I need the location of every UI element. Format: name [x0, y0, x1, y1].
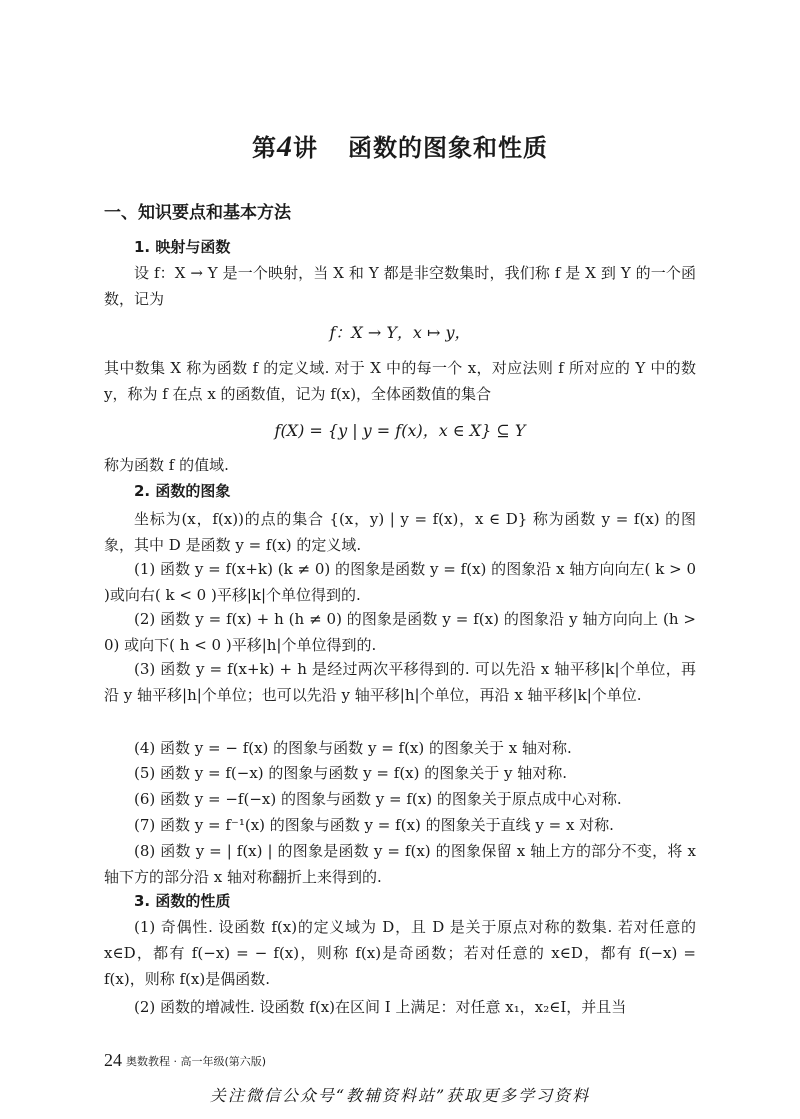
list-item: (6) 函数 y = −f(−x) 的图象与函数 y = f(x) 的图象关于原点成中心对称.: [134, 790, 622, 808]
chapter-prefix: 第: [252, 134, 277, 162]
list-item: (2) 函数的增减性. 设函数 f(x)在区间 I 上满足：对任意 x₁，x₂∈I，并且当: [134, 998, 627, 1016]
watermark-text: 关注微信公众号“教辅资料站”获取更多学习资料: [209, 1086, 591, 1105]
list-item: (8) 函数 y = | f(x) | 的图象是函数 y = f(x) 的图象保留 x 轴上方的部分不变，将 x 轴下方的部分沿 x 轴对称翻折上来得到的.: [104, 842, 696, 886]
list-item: (1) 奇偶性. 设函数 f(x)的定义域为 D，且 D 是关于原点对称的数集. 若对任意的 x∈D，都有 f(−x) = − f(x)，则称 f(x)是奇函数；若对任意的 x∈D，都有 f(−x) = f(x)，则称 f(x)是偶函数.: [104, 918, 696, 988]
paragraph: 称为函数 f 的值域.: [104, 456, 229, 474]
list-item: (4) 函数 y = − f(x) 的图象与函数 y = f(x) 的图象关于 x 轴对称.: [134, 739, 572, 757]
list-item: (1) 函数 y = f(x+k) (k ≠ 0) 的图象是函数 y = f(x) 的图象沿 x 轴方向向左( k > 0 )或向右( k < 0 )平移|k|个单位得到的.: [104, 560, 696, 604]
page-number: 24: [104, 1050, 122, 1070]
paragraph: 其中数集 X 称为函数 f 的定义域. 对于 X 中的每一个 x，对应法则 f 所对应的 Y 中的数 y，称为 f 在点 x 的函数值，记为 f(x)，全体函数值的集合: [104, 359, 696, 403]
subsection-heading-graph: 2. 函数的图象: [134, 482, 231, 500]
chapter-number: 4: [277, 130, 293, 163]
paragraph: 设 f：X → Y 是一个映射，当 X 和 Y 都是非空数集时，我们称 f 是 X 到 Y 的一个函数，记为: [104, 264, 696, 308]
subsection-heading-properties: 3. 函数的性质: [134, 892, 231, 910]
paragraph: 坐标为(x，f(x))的点的集合 {(x，y) | y = f(x)，x ∈ D} 称为函数 y = f(x) 的图象，其中 D 是函数 y = f(x) 的定义域.: [104, 510, 696, 554]
subsection-heading-mapping: 1. 映射与函数: [134, 238, 231, 256]
book-title: 奥数教程 · 高一年级(第六版): [126, 1055, 267, 1068]
list-item: (5) 函数 y = f(−x) 的图象与函数 y = f(x) 的图象关于 y 轴对称.: [134, 764, 568, 782]
list-item: (7) 函数 y = f⁻¹(x) 的图象与函数 y = f(x) 的图象关于直线 y = x 对称.: [134, 816, 614, 834]
formula: f(X) = {y | y = f(x)，x ∈ X} ⊆ Y: [274, 421, 526, 440]
formula: f：X → Y，x ↦ y，: [329, 323, 471, 342]
chapter-title: [0, 128, 800, 164]
section-heading: 一、知识要点和基本方法: [104, 203, 291, 223]
list-item: (2) 函数 y = f(x) + h (h ≠ 0) 的图象是函数 y = f(x) 的图象沿 y 轴方向向上 (h > 0) 或向下( h < 0 )平移|h|个单位得到的.: [104, 610, 696, 654]
chapter-name: 函数的图象和性质: [348, 134, 548, 162]
chapter-suffix: 讲: [293, 134, 318, 162]
list-item: (3) 函数 y = f(x+k) + h 是经过两次平移得到的. 可以先沿 x 轴平移|k|个单位，再沿 y 轴平移|h|个单位；也可以先沿 y 轴平移|h|个单位，再沿 x 轴平移|k|个单位.: [104, 660, 696, 704]
